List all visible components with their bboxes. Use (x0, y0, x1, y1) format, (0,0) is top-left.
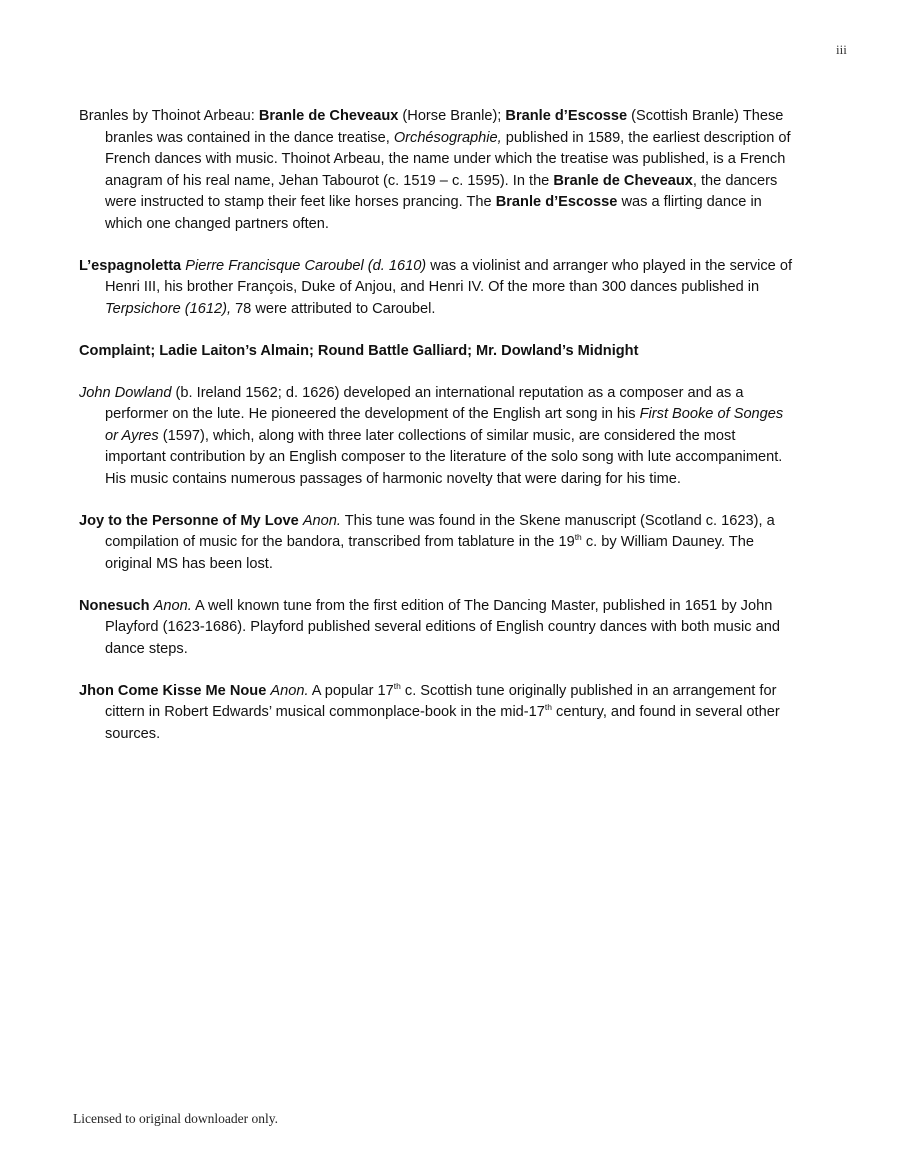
italic-text: Pierre Francisque Caroubel (d. 1610) (185, 257, 427, 274)
text-run: (Horse Branle); (398, 108, 506, 124)
note-paragraph (79, 511, 799, 576)
note-paragraph (79, 681, 799, 746)
text-run: century, and found in several other sources. (105, 704, 780, 742)
superscript: th (393, 680, 401, 691)
text-run: , the dancers were instructed to stamp their feet like horses prancing. The (105, 172, 778, 210)
bold-text: Complaint; Ladie Laiton’s Almain; Round Battle Galliard; Mr. Dowland’s Midnight (79, 342, 639, 359)
bold-text: Nonesuch (79, 597, 150, 614)
italic-text: Terpsichore (1612), (105, 300, 232, 317)
text-run: (1597), which, along with three later collections of similar music, are considered the most important contribution by an English composer to the literature of the solo song with lute accompaniment. His music contains numerous passages of harmonic novelty that were daring for his time. (105, 427, 783, 487)
note-paragraph (79, 106, 799, 235)
note-paragraph (79, 256, 799, 321)
text-run: Branles by Thoinot Arbeau: (79, 108, 259, 124)
bold-text: L’espagnoletta (79, 257, 182, 274)
italic-text: Anon. (302, 512, 341, 529)
italic-text: Anon. (270, 682, 309, 699)
superscript: th (544, 702, 552, 713)
text-run: (Scottish Branle) These branles was contained in the dance treatise, (105, 108, 784, 146)
superscript: th (574, 532, 582, 543)
text-run: was a flirting dance in which one changed partners often. (105, 194, 762, 232)
program-notes (79, 106, 799, 766)
bold-text: Branle de Cheveaux (553, 172, 693, 189)
page-number: iii (836, 42, 847, 57)
text-run: A well known tune from the first edition of The Dancing Master, published in 1651 by John Playford (1623-1686). Playford published several editions of English country dances with both music and dance steps. (105, 597, 780, 657)
text-run: (b. Ireland 1562; d. 1626) developed an international reputation as a composer and as a performer on the lute. He pioneered the development of the English art song in his (105, 384, 744, 422)
italic-text: Orchésographie, (393, 129, 502, 146)
italic-text: Anon. (153, 597, 192, 614)
license-footer: Licensed to original downloader only. (73, 1111, 278, 1126)
bold-text: Branle de Cheveaux (258, 108, 399, 124)
note-paragraph (79, 596, 799, 661)
note-paragraph (79, 341, 799, 363)
text-run: published in 1589, the earliest description of French dances with music. Thoinot Arbeau, the name under which the treatise was published, is a French anagram of his real name, Jehan Tabourot (c. 1519 – c. 1595). In the (105, 129, 791, 189)
italic-text: First Booke of Songes or Ayres (105, 406, 784, 444)
note-paragraph (79, 383, 799, 491)
bold-text: Branle d’Escosse (505, 108, 628, 124)
text-run: 78 were attributed to Caroubel. (231, 300, 436, 317)
bold-text: Branle d’Escosse (495, 194, 618, 210)
bold-text: Jhon Come Kisse Me Noue (79, 682, 267, 699)
bold-text: Joy to the Personne of My Love (79, 512, 299, 529)
text-run: A popular 17 (308, 682, 394, 699)
text-run: c. Scottish tune originally published in an arrangement for cittern in Robert Edwards’ musical commonplace-book in the mid-17 (105, 682, 777, 720)
text-run: c. by William Dauney. The original MS has been lost. (105, 534, 754, 572)
text-run: This tune was found in the Skene manuscript (Scotland c. 1623), a compilation of music for the bandora, transcribed from tablature in the 19 (105, 512, 775, 550)
text-run: was a violinist and arranger who played in the service of Henri III, his brother François, Duke of Anjou, and Henri IV. Of the more than 300 dances published in (105, 257, 793, 295)
italic-text: John Dowland (79, 384, 172, 401)
